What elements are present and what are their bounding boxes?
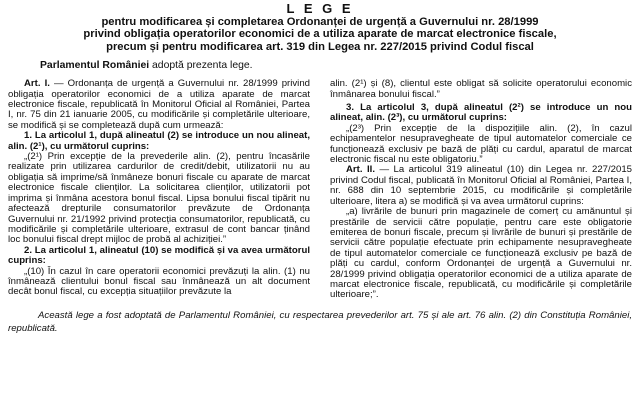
preamble-rest: adoptă prezenta lege.	[149, 60, 253, 72]
article-2-label: Art. II.	[346, 164, 375, 176]
point-1-heading: 1. La articolul 1, după alineatul (2) se introduce un nou alineat, alin. (2¹), cu următorul cuprins:	[8, 130, 310, 152]
preamble	[40, 60, 632, 72]
article-1	[8, 79, 310, 131]
article-2-text: — La articolul 319 alineatul (10) din Legea nr. 227/2015 privind Codul fiscal, publicată în Monitorul Oficial al României, Partea I, nr. 688 din 10 septembrie 2015, cu modificările și completările ulterioare, litera a) se modifică și va avea următorul cuprins:	[330, 164, 632, 207]
point-2-heading: 2. La articolul 1, alineatul (10) se modifică și va avea următorul cuprins:	[8, 244, 310, 267]
point-2-text: „(10) În cazul în care operatorii economici prevăzuți la alin. (1) nu înmânează clientului bonul fiscal sau înmânează un alt document decât bonul fiscal, cu excepția situațiilor prevăzute la	[8, 265, 310, 298]
adoption-note: Această lege a fost adoptată de Parlamentul României, cu respectarea prevederilor art. 75 și ale art. 76 alin. (2) din Constituția României, republicată.	[8, 309, 632, 334]
law-title-line-1: pentru modificarea și completarea Ordonanței de urgență a Guvernului nr. 28/1999	[101, 16, 539, 28]
point-3-text: „(2³) Prin excepție de la dispozițiile alin. (2), în cazul echipamentelor nesupravegheate de tipul automatelor comerciale ce funcționează exclusiv pe bază de plăți cu cardul, aparatul de marcat electronic fiscal nu este obligatoriu.”	[330, 122, 632, 166]
article-1-label: Art. I.	[24, 78, 50, 90]
law-title-line-3: precum și pentru modificarea art. 319 din Legea nr. 227/2015 privind Codul fiscal	[106, 40, 534, 53]
letter-a-text: „a) livrările de bunuri prin magazinele de comerț cu amănuntul și prestările de servicii către populație, pentru care este obligatorie emiterea de bonuri fiscale, precum și livrările de bunuri și prestările de servicii către populație efectuate prin echipamente nesupravegheate de tipul automatelor comerciale ce funcționează exclusiv pe bază de plăți cu cardul, conform Ordonanței de urgență a Guvernului nr. 28/1999 privind obligația operatorilor economici de a utiliza aparate de marcat electronice fiscale, republicată, cu modificările și completările ulterioare;”.	[330, 206, 632, 301]
preamble-parliament: Parlamentul României	[40, 60, 150, 72]
law-title-line-2: privind obligația operatorilor economici de a utiliza aparate de marcat electronice fiscale,	[83, 28, 557, 41]
point-2-text-continued: alin. (2¹) și (8), clientul este obligat să solicite operatorului economic înmânarea bonului fiscal.”	[330, 78, 632, 100]
right-column	[330, 79, 632, 301]
article-1-text: — Ordonanța de urgență a Guvernului nr. 28/1999 privind obligația operatorilor economici de a utiliza aparate de marcat electronice fiscale, republicată în Monitorul Oficial al României, Partea I, nr. 75 din 21 ianuarie 2005, cu modificările și completările ulterioare, se modifică și se completează după cum urmează:	[8, 78, 310, 131]
left-column	[8, 79, 310, 301]
point-1-text: „(2¹) Prin excepție de la prevederile alin. (2), pentru încasările realizate prin utilizarea cardurilor de credit/debit, utilizatorii nu au obligația să imprime/să înmâneze bonuri fiscale cu aparate de marcat electronice fiscale clienților. La solicitarea clienților, utilizatorii pot imprima și înmâna acestora bonul fiscal. Lipsa bonului fiscal tipărit nu afectează drepturile consumatorilor prevăzute de Ordonanța Guvernului nr. 21/1992 privind protecția consumatorilor, republicată, cu modificările și completările ulterioare, extrasul de cont bancar ținând loc bonului fiscal drept mijloc de probă al achiziției.”	[8, 151, 310, 246]
article-2	[330, 165, 632, 207]
law-type-heading: L E G E	[286, 1, 354, 16]
law-body-columns	[8, 79, 632, 301]
point-3-heading: 3. La articolul 3, după alineatul (2²) se introduce un nou alineat, alin. (2³), cu următorul cuprins:	[330, 102, 632, 124]
law-header	[8, 2, 632, 53]
